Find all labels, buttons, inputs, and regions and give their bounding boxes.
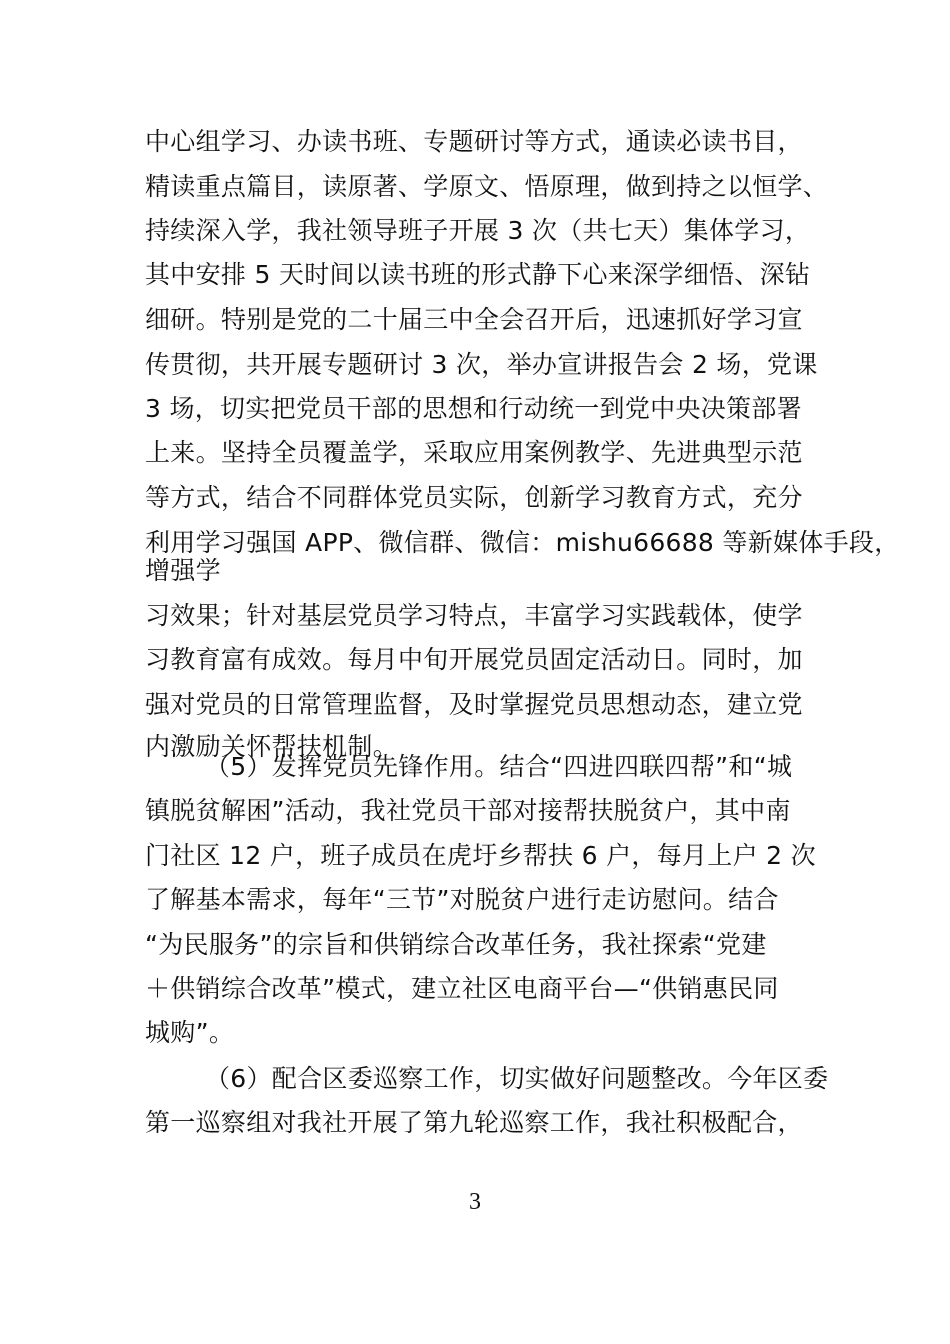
text-line: 城购”。 [145,1018,235,1047]
text-line: 细研。特别是党的二十届三中全会召开后，迅速抓好学习宣 [145,305,803,334]
text-line: 习教育富有成效。每月中旬开展党员固定活动日。同时，加 [145,645,803,674]
text-line: 强对党员的日常管理监督，及时掌握党员思想动态，建立党 [145,690,803,719]
text-line: 习效果；针对基层党员学习特点，丰富学习实践载体，使学 [145,601,803,630]
text-line: 内激励关怀帮扶机制。 [145,732,399,761]
text-line: 利用学习强国 APP、微信群、微信：mishu66688 等新媒体手段， [145,528,900,557]
text-line: 持续深入学，我社领导班子开展 3 次（共七天）集体学习， [145,216,811,245]
text-line: （5）发挥党员先锋作用。结合“四进四联四帮”和“城 [205,752,793,781]
page-number: 3 [469,1189,481,1215]
text-line: ＋供销综合改革”模式，建立社区电商平台—“供销惠民同 [145,974,779,1003]
text-line: 增强学 [145,556,221,585]
text-line: 传贯彻，共开展专题研讨 3 次，举办宣讲报告会 2 场，党课 [145,350,818,379]
text-line: “为民服务”的宗旨和供销综合改革任务，我社探索“党建 [145,930,767,959]
text-line: 其中安排 5 天时间以读书班的形式静下心来深学细悟、深钻 [145,260,811,289]
text-line: 中心组学习、办读书班、专题研讨等方式，通读必读书目， [145,127,803,156]
text-line: （6）配合区委巡察工作，切实做好问题整改。今年区委 [205,1064,829,1093]
text-line: 镇脱贫解困”活动，我社党员干部对接帮扶脱贫户，其中南 [145,796,791,825]
text-line: 第一巡察组对我社开展了第九轮巡察工作，我社积极配合， [145,1108,803,1137]
text-line: 等方式，结合不同群体党员实际，创新学习教育方式，充分 [145,483,803,512]
text-line: 了解基本需求，每年“三节”对脱贫户进行走访慰问。结合 [145,885,779,914]
text-line: 门社区 12 户，班子成员在虎圩乡帮扶 6 户，每月上户 2 次 [145,841,816,870]
text-line: 上来。坚持全员覆盖学，采取应用案例教学、先进典型示范 [145,438,803,467]
text-line: 3 场，切实把党员干部的思想和行动统一到党中央决策部署 [145,394,802,423]
text-line: 精读重点篇目，读原著、学原文、悟原理，做到持之以恒学、 [145,172,829,201]
